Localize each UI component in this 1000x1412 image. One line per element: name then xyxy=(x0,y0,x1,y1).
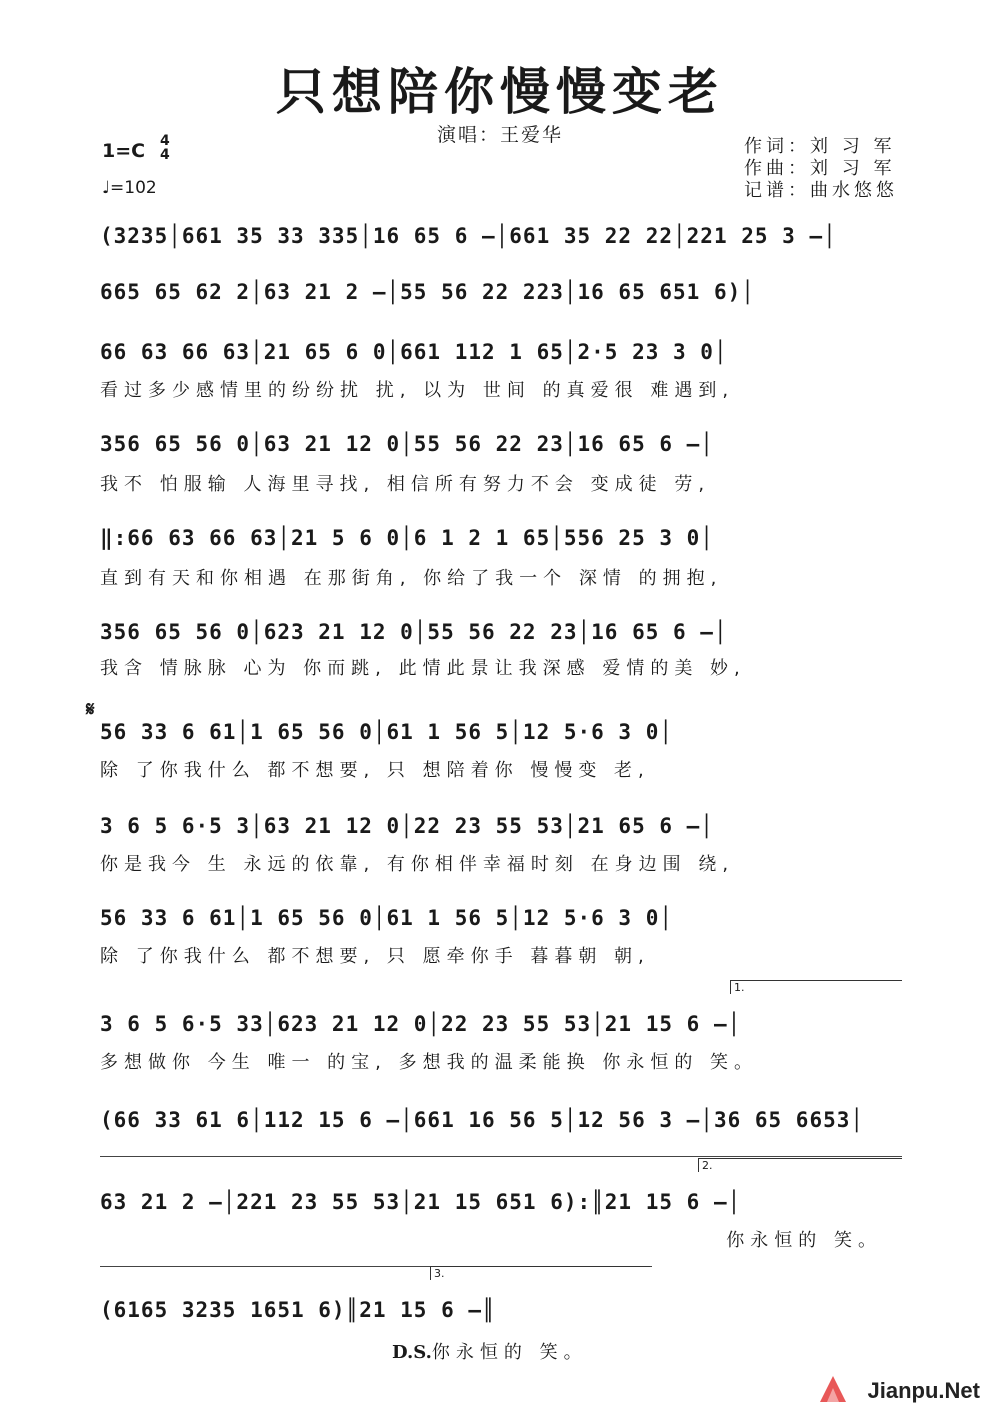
tempo-mark: ♩=102 xyxy=(102,178,157,198)
notation-row-1: (3235│661 35 33 335│16 65 6 –│661 35 22 22│221 25 3 –│ xyxy=(100,224,837,248)
notation-row-7: 56 33 6 61│1 65 56 0│61 1 56 5│12 5·6 3 0│ xyxy=(100,720,674,744)
watermark-logo-icon xyxy=(816,1372,850,1406)
notation-row-10: 3 6 5 6·5 33│623 21 12 0│22 23 55 53│21 15 6 –│ xyxy=(100,1012,742,1036)
time-signature-bottom: 4 xyxy=(160,147,170,163)
notation-row-3: 66 63 66 63│21 65 6 0│661 112 1 65│2·5 23 3 0│ xyxy=(100,340,728,364)
lyric-row-5: 直到有天和你相遇 在那街角, 你给了我一个 深情 的拥抱, xyxy=(100,568,723,589)
composer-credit: 作曲：刘 习 军 xyxy=(744,158,896,179)
notation-row-4: 356 65 56 0│63 21 12 0│55 56 22 23│16 65 6 –│ xyxy=(100,432,714,456)
watermark-text: Jianpu.Net xyxy=(867,1378,980,1403)
notation-row-8: 3 6 5 6·5 3│63 21 12 0│22 23 55 53│21 65 6 –│ xyxy=(100,814,714,838)
song-title: 只想陪你慢慢变老 xyxy=(276,62,724,121)
lyric-row-4: 我不 怕服输 人海里寻找, 相信所有努力不会 变成徒 劳, xyxy=(100,474,711,495)
time-signature-top: 4 xyxy=(160,133,170,149)
notation-row-13: (6165 3235 1651 6)║21 15 6 –║ xyxy=(100,1298,496,1322)
ds-lyric: 你永恒的 笑。 xyxy=(431,1342,588,1363)
ds-mark: D.S. xyxy=(392,1342,432,1363)
notation-row-2: 665 65 62 2│63 21 2 –│55 56 22 223│16 65 651 6)│ xyxy=(100,280,755,304)
notation-row-11: (66 33 61 6│112 15 6 –│661 16 56 5│12 56 3 –│36 65 6653│ xyxy=(100,1108,865,1132)
transcriber-credit: 记谱：曲水悠悠 xyxy=(744,180,898,201)
credits-block xyxy=(744,136,898,202)
notation-row-12: 63 21 2 –│221 23 55 53│21 15 651 6):║21 15 6 –│ xyxy=(100,1190,742,1214)
notation-row-6: 356 65 56 0│623 21 12 0│55 56 22 23│16 65 6 –│ xyxy=(100,620,728,644)
volta-2: 2. xyxy=(698,1158,902,1172)
lyric-row-6: 我含 情脉脉 心为 你而跳, 此情此景让我深感 爱情的美 妙, xyxy=(100,658,746,679)
segno-sign: 𝄋 xyxy=(86,697,95,721)
lyricist-credit: 作词：刘 习 军 xyxy=(744,136,896,157)
singer-credit: 演唱：王爱华 xyxy=(436,124,563,146)
lyric-row-9: 除 了你我什么 都不想要, 只 愿牵你手 暮暮朝 朝, xyxy=(100,946,650,967)
notation-row-5: ‖:66 63 66 63│21 5 6 0│6 1 2 1 65│556 25 3 0│ xyxy=(100,526,714,550)
volta-1: 1. xyxy=(730,980,902,994)
lyric-row-10: 多想做你 今生 唯一 的宝, 多想我的温柔能换 你永恒的 笑。 xyxy=(100,1052,759,1073)
dal-segno-line xyxy=(392,1338,588,1364)
volta-3: 3. xyxy=(430,1266,650,1280)
section-line-1 xyxy=(100,1156,902,1157)
lyric-row-3: 看过多少感情里的纷纷扰 扰, 以为 世间 的真爱很 难遇到, xyxy=(100,380,735,401)
lyric-row-8: 你是我今 生 永远的依靠, 有你相伴幸福时刻 在身边围 绕, xyxy=(100,854,735,875)
key-signature: 1=C xyxy=(102,140,146,162)
time-signature xyxy=(160,134,170,162)
lyric-row-12: 你永恒的 笑。 xyxy=(726,1230,882,1251)
notation-row-9: 56 33 6 61│1 65 56 0│61 1 56 5│12 5·6 3 0│ xyxy=(100,906,674,930)
lyric-row-7: 除 了你我什么 都不想要, 只 想陪着你 慢慢变 老, xyxy=(100,760,650,781)
